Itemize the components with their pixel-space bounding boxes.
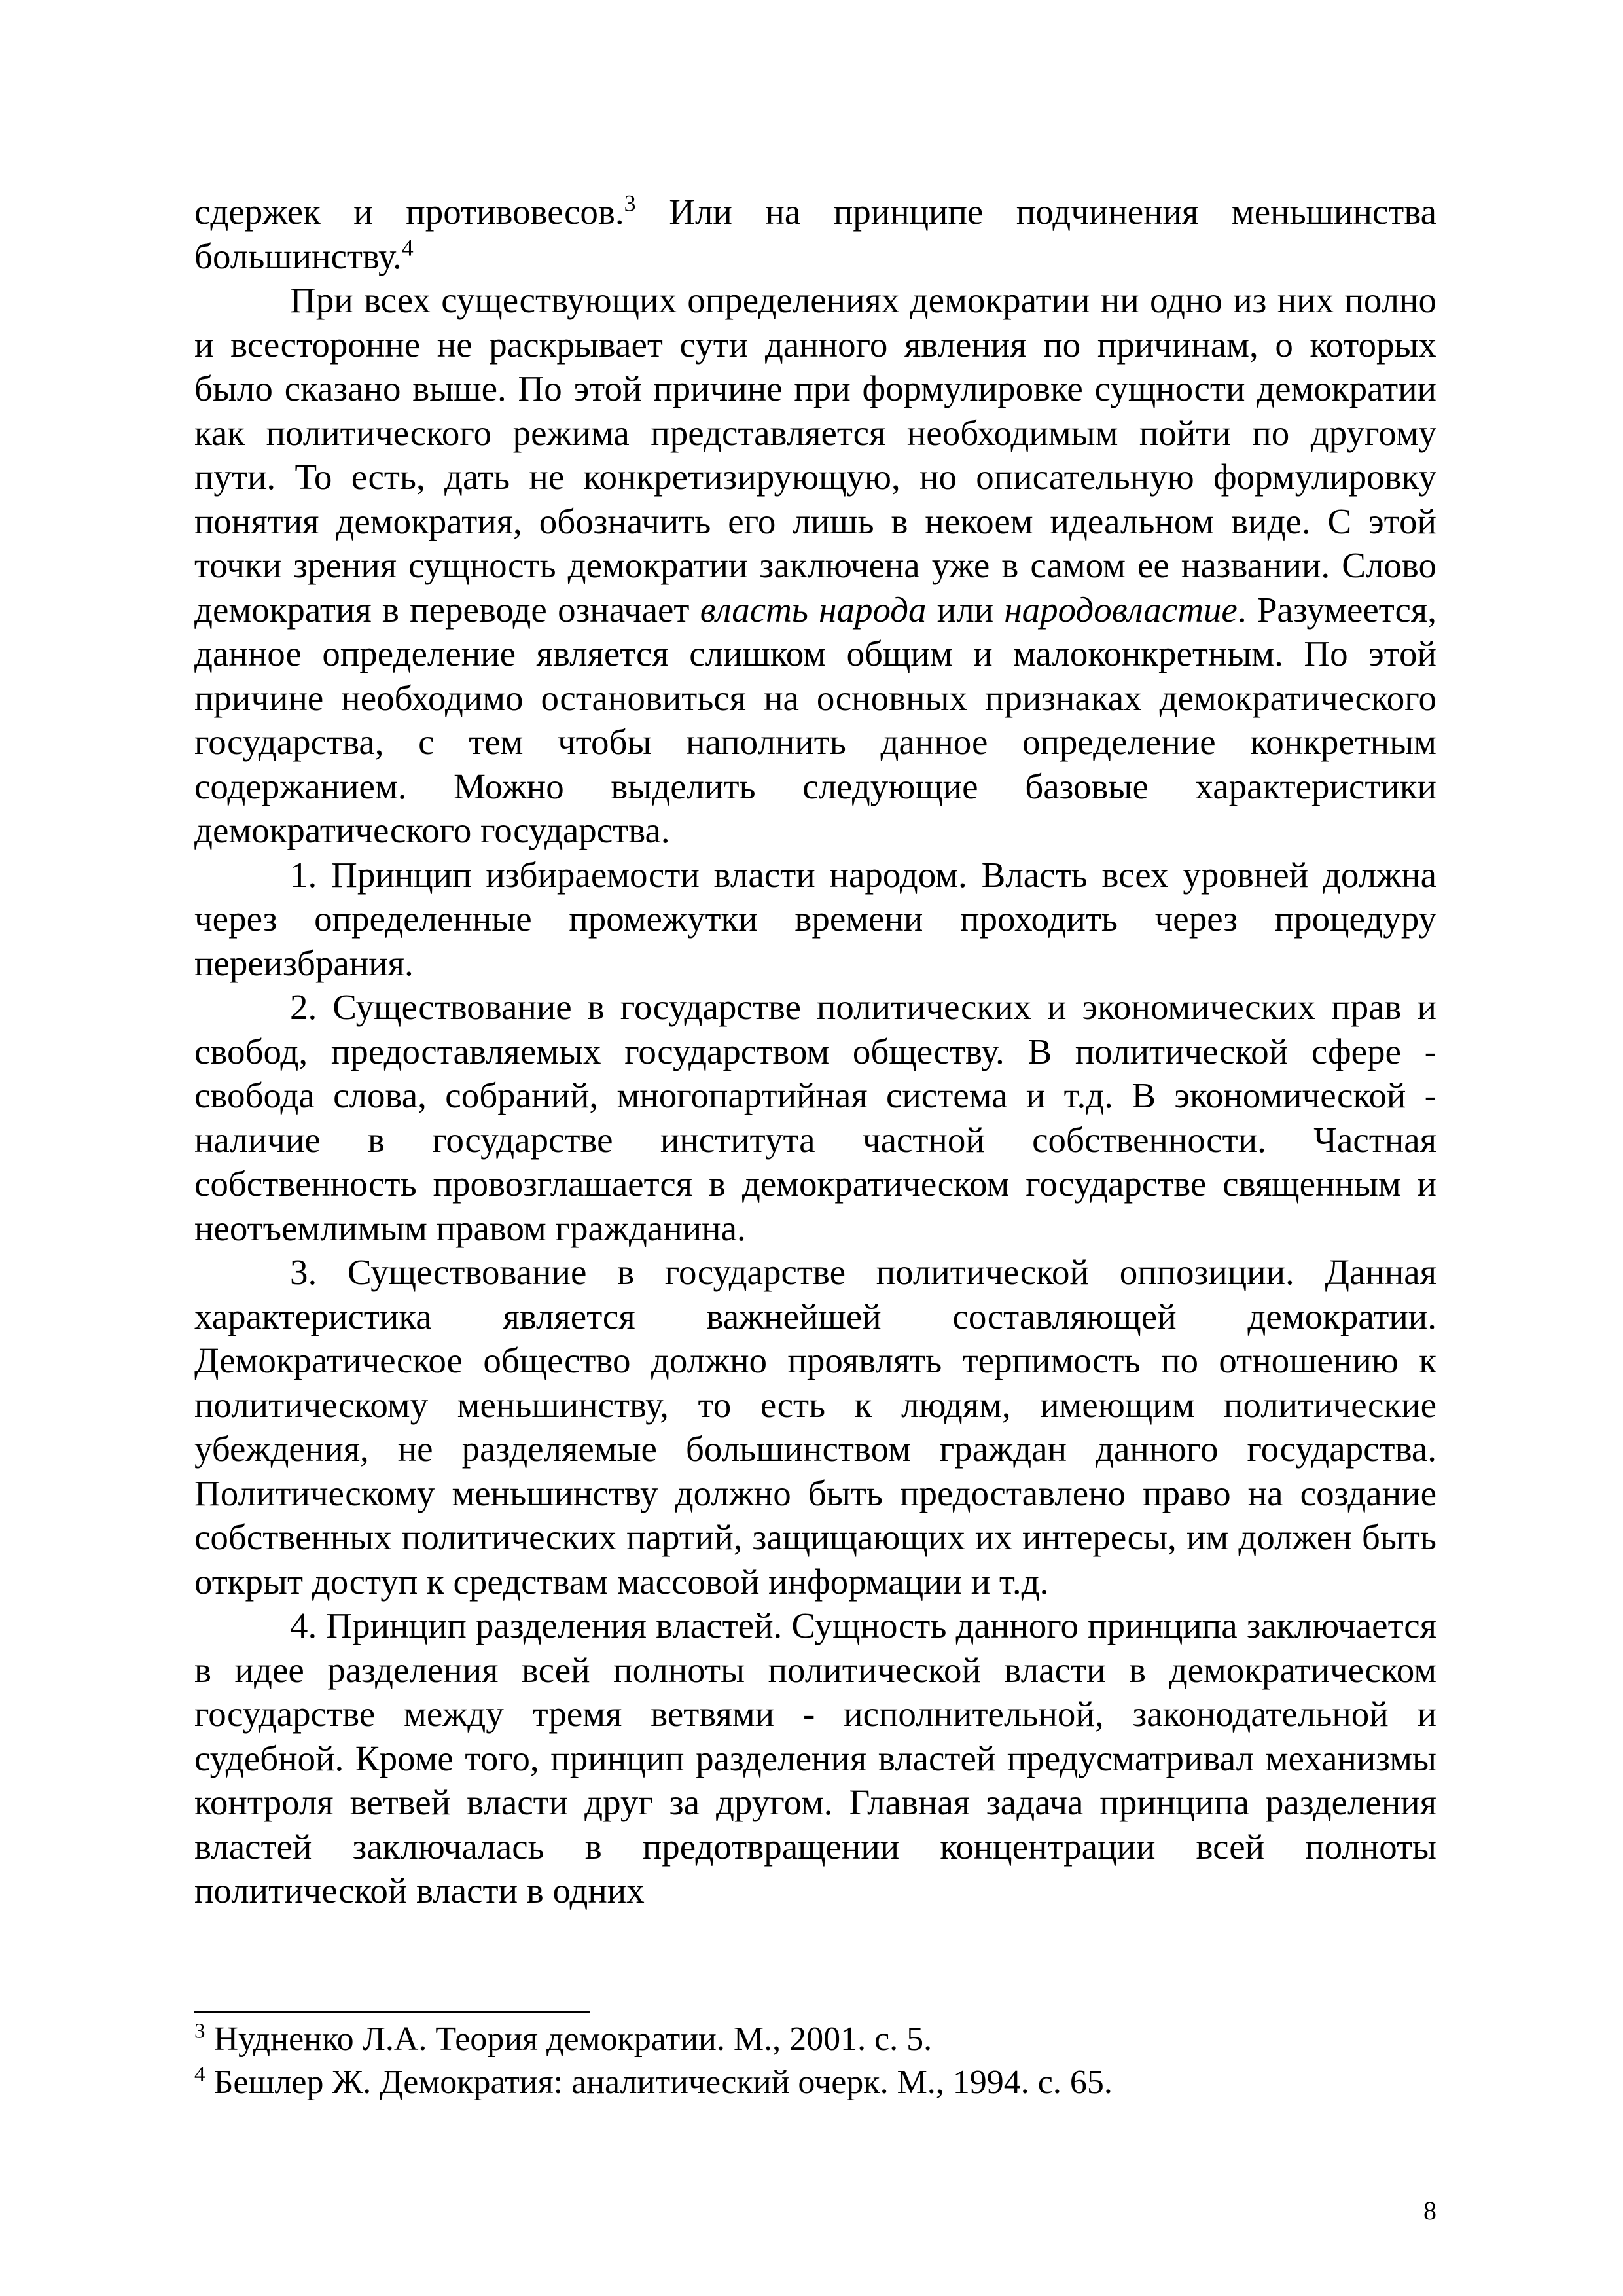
- footnote-mark: 3: [194, 2019, 205, 2043]
- body-text: [194, 190, 1436, 1913]
- paragraph-text: сдержек и противовесов.: [194, 192, 624, 232]
- paragraph-text: . Разумеется, данное определение является слишком общим и малоконкретным. По этой причине необходимо остановиться на основных признаках демократического государства, с тем чтобы наполнить данное определение конкретным содержанием. Можно выделить следующие базовые характеристики демократического государства.: [194, 589, 1436, 850]
- paragraph-text: Или на принципе подчинения меньшинства большинству.: [194, 192, 1436, 276]
- footnotes: [194, 2018, 1436, 2104]
- footnote-text: Бешлер Ж. Демократия: аналитический очерк. М., 1994. с. 65.: [205, 2064, 1113, 2101]
- paragraph-item-3: 3. Существование в государстве политической оппозиции. Данная характеристика является важнейшей составляющей демократии. Демократическое общество должно проявлять терпимость по отношению к политическому меньшинству, то есть к людям, имеющим политические убеждения, не разделяемые большинством граждан данного государства. Политическому меньшинству должно быть предоставлено право на создание собственных политических партий, защищающих их интересы, им должен быть открыт доступ к средствам массовой информации и т.д.: [194, 1252, 1436, 1602]
- footnote-text: Нудненко Л.А. Теория демократии. М., 2001. с. 5.: [205, 2020, 933, 2058]
- italic-term-narodovlastie: народовластие: [1004, 589, 1238, 630]
- paragraph-text: или: [926, 589, 1005, 630]
- footnote-separator: [194, 2011, 590, 2013]
- italic-term-vlast-naroda: власть народа: [700, 589, 927, 630]
- footnote-mark: 4: [194, 2062, 205, 2087]
- paragraph-definition: [194, 278, 1436, 853]
- page-number: 8: [1423, 2196, 1436, 2225]
- footnote-reference-3: 3: [624, 190, 636, 217]
- footnote-4: [194, 2061, 1436, 2104]
- footnote-reference-4: 4: [401, 234, 414, 261]
- paragraph-item-1: 1. Принцип избираемости власти народом. Власть всех уровней должна через определенные промежутки времени проходить через процедуру переизбрания.: [194, 854, 1436, 983]
- paragraph-text: При всех существующих определениях демократии ни одно из них полно и всесторонне не раскрывает сути данного явления по причинам, о которых было сказано выше. По этой причине при формулировке сущности демократии как политического режима представляется необходимым пойти по другому пути. То есть, дать не конкретизирующую, но описательную формулировку понятия демократия, обозначить его лишь в некоем идеальном виде. С этой точки зрения сущность демократии заключена уже в самом ее названии. Слово демократия в переводе означает: [194, 280, 1436, 630]
- footnote-3: [194, 2018, 1436, 2061]
- paragraph-item-2: 2. Существование в государстве политических и экономических прав и свобод, предоставляемых государством обществу. В политической сфере - свобода слова, собраний, многопартийная система и т.д. В экономической - наличие в государстве института частной собственности. Частная собственность провозглашается в демократическом государстве священным и неотъемлимым правом гражданина.: [194, 987, 1436, 1248]
- paragraph-item-4: 4. Принцип разделения властей. Сущность данного принципа заключается в идее разделения всей полноты политической власти в демократическом государстве между тремя ветвями - исполнительной, законодательной и судебной. Кроме того, принцип разделения властей предусматривал механизмы контроля ветвей власти друг за другом. Главная задача принципа разделения властей заключалась в предотвращении концентрации всей полноты политической власти в одних: [194, 1605, 1436, 1910]
- paragraph-continuation: [194, 190, 1436, 278]
